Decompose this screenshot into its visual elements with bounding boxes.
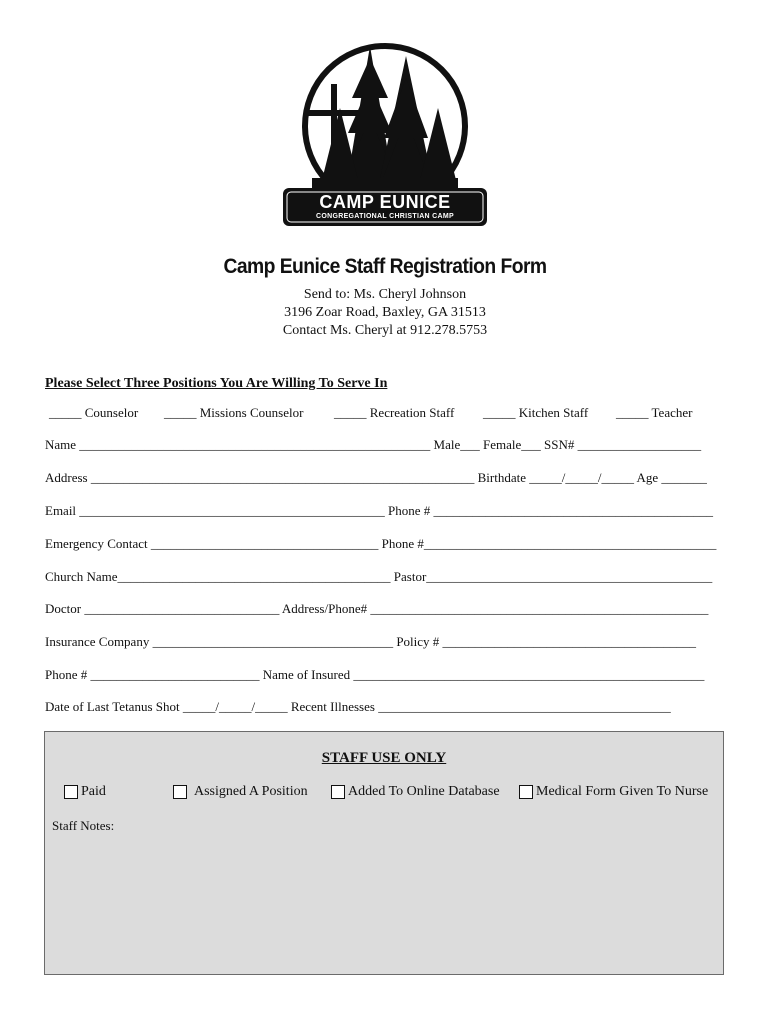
assigned-position-checkbox[interactable] [173, 785, 187, 799]
address-line: 3196 Zoar Road, Baxley, GA 31513 [284, 305, 486, 320]
logo-tagline: CONGREGATIONAL CHRISTIAN CAMP [316, 213, 454, 220]
logo-name: CAMP EUNICE [319, 192, 451, 212]
doctor-row[interactable]: Doctor ______________________________ Address/Phone# ____________________________________________________ [45, 601, 709, 616]
camp-eunice-logo [282, 38, 488, 228]
form-title: Camp Eunice Staff Registration Form [223, 255, 547, 278]
online-database-label: Added To Online Database [348, 784, 500, 799]
medical-form-checkbox-group[interactable] [519, 784, 708, 800]
staff-notes-label: Staff Notes: [52, 818, 115, 833]
staff-use-panel [44, 731, 724, 975]
send-to-line: Send to: Ms. Cheryl Johnson [303, 287, 467, 302]
positions-heading: Please Select Three Positions You Are Willing To Serve In [45, 376, 388, 391]
emergency-contact-row[interactable]: Emergency Contact ___________________________________ Phone #_____________________________________________ [45, 536, 717, 551]
position-missions-counselor[interactable]: _____ Missions Counselor [164, 405, 304, 420]
staff-use-heading: STAFF USE ONLY [321, 750, 447, 766]
address-row[interactable]: Address ___________________________________________________________ Birthdate _____/_____/_____ Age _______ [45, 470, 707, 485]
tetanus-row[interactable]: Date of Last Tetanus Shot _____/_____/_____ Recent Illnesses _____________________________________________ [45, 699, 671, 714]
paid-label: Paid [81, 784, 106, 799]
church-row[interactable]: Church Name__________________________________________ Pastor____________________________________________ [45, 569, 713, 584]
position-teacher[interactable]: _____ Teacher [616, 405, 693, 420]
medical-form-checkbox[interactable] [519, 785, 533, 799]
assigned-position-checkbox-group[interactable] [173, 784, 308, 800]
email-row[interactable]: Email _______________________________________________ Phone # ___________________________________________ [45, 503, 714, 518]
assigned-position-label: Assigned A Position [194, 784, 308, 799]
insurance-row[interactable]: Insurance Company _____________________________________ Policy # _______________________________________ [45, 634, 697, 649]
medical-form-label: Medical Form Given To Nurse [536, 784, 709, 799]
position-recreation-staff[interactable]: _____ Recreation Staff [334, 405, 455, 420]
position-counselor[interactable]: _____ Counselor [49, 405, 139, 420]
paid-checkbox[interactable] [64, 785, 78, 799]
name-row[interactable]: Name ______________________________________________________ Male___ Female___ SSN# ___________________ [45, 437, 702, 452]
online-database-checkbox[interactable] [331, 785, 345, 799]
online-database-checkbox-group[interactable] [331, 784, 500, 800]
position-kitchen-staff[interactable]: _____ Kitchen Staff [483, 405, 589, 420]
contact-line: Contact Ms. Cheryl at 912.278.5753 [282, 323, 488, 338]
insured-phone-row[interactable]: Phone # __________________________ Name of Insured ______________________________________________________ [45, 667, 705, 682]
paid-checkbox-group[interactable] [64, 784, 106, 800]
